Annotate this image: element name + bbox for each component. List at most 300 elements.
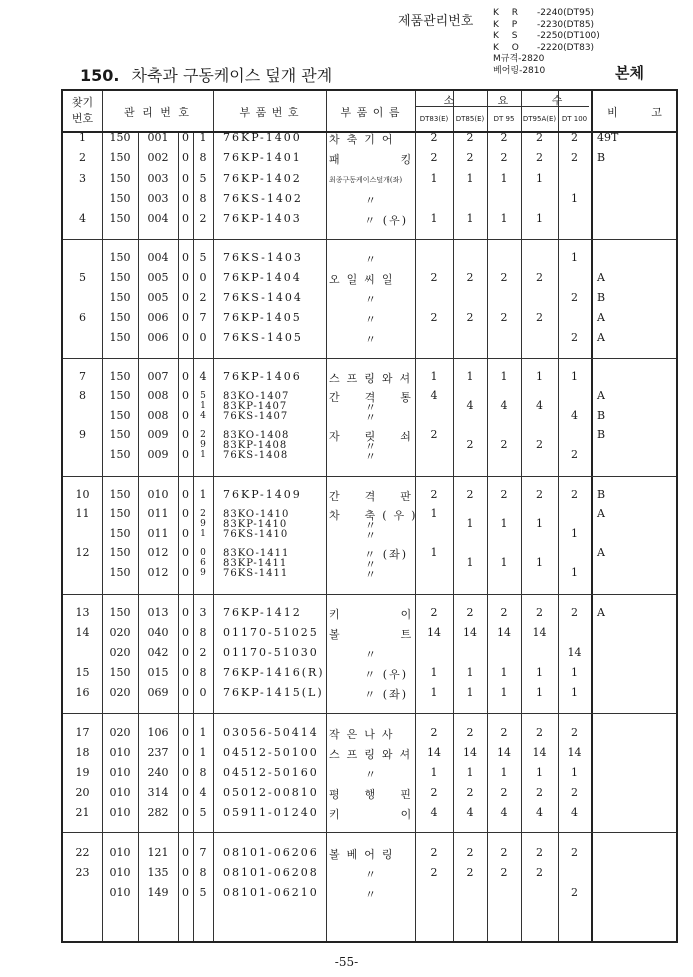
table-cell-part: 76KP-1402 bbox=[223, 172, 302, 185]
table-cell-find: 10 bbox=[75, 488, 90, 501]
table-cell-find: 4 bbox=[79, 212, 86, 225]
table-cell-q3: 1 bbox=[536, 556, 543, 569]
table-cell-m1: 150 bbox=[109, 212, 131, 225]
table-cell-m4: 5 bbox=[199, 886, 207, 899]
table-cell-part: 76KP-1404 bbox=[223, 271, 302, 284]
table-cell-m4: 0 bbox=[199, 331, 207, 344]
table-cell-m2: 004 bbox=[147, 251, 169, 264]
table-cell-q0: 1 bbox=[430, 686, 438, 699]
product-code-value: -2220(DT83) bbox=[537, 42, 595, 53]
table-cell-q3: 2 bbox=[536, 606, 543, 619]
table-cell-q2: 2 bbox=[500, 131, 508, 144]
product-code-row bbox=[493, 43, 600, 55]
table-cell-q1: 1 bbox=[466, 666, 474, 679]
table-cell-name: 〃 (우) bbox=[364, 668, 408, 681]
table-cell-q3: 1 bbox=[536, 686, 543, 699]
table-cell-q2: 2 bbox=[500, 311, 508, 324]
table-cell-m4: 5 bbox=[200, 391, 206, 401]
table-cell-q3: 1 bbox=[536, 766, 543, 779]
table-cell-m3: 0 bbox=[182, 251, 189, 264]
table-cell-m3: 0 bbox=[182, 566, 189, 579]
table-cell-q2: 1 bbox=[500, 212, 508, 225]
table-cell-part: 01170-51025 bbox=[223, 626, 319, 639]
group-divider bbox=[63, 239, 676, 240]
table-cell-q2: 1 bbox=[500, 766, 508, 779]
table-cell-m2: 011 bbox=[147, 527, 169, 540]
table-cell-m2: 237 bbox=[147, 746, 169, 759]
table-cell-m1: 010 bbox=[109, 746, 131, 759]
table-cell-q3: 2 bbox=[536, 726, 543, 739]
table-cell-m3: 0 bbox=[182, 428, 189, 441]
product-code-value: M규격-2820 bbox=[493, 54, 545, 64]
table-cell-q3: 1 bbox=[536, 370, 543, 383]
header-part-no: 부 품 번 호 bbox=[239, 106, 300, 119]
product-code-value: -2240(DT95) bbox=[537, 8, 595, 18]
column-divider bbox=[213, 91, 214, 941]
table-cell-q3: 1 bbox=[536, 172, 543, 185]
table-cell-q4: 4 bbox=[571, 409, 578, 422]
table-cell-m1: 020 bbox=[109, 646, 131, 659]
table-cell-q1: 1 bbox=[466, 556, 474, 569]
header-find-no: 찾기 번호 bbox=[71, 96, 94, 125]
table-cell-q0: 4 bbox=[430, 806, 438, 819]
table-cell-name: 평 행 핀 bbox=[329, 788, 418, 801]
table-cell-q2: 2 bbox=[500, 438, 508, 451]
table-cell-q0: 1 bbox=[430, 172, 438, 185]
table-cell-q3: 1 bbox=[536, 666, 543, 679]
table-cell-m2: 069 bbox=[147, 686, 169, 699]
table-cell-q1: 2 bbox=[466, 438, 474, 451]
table-cell-q0: 1 bbox=[430, 766, 438, 779]
table-cell-m4: 2 bbox=[200, 430, 206, 440]
table-cell-q1: 4 bbox=[466, 806, 474, 819]
table-cell-q1: 2 bbox=[466, 786, 474, 799]
table-cell-part: 76KP-1412 bbox=[223, 606, 302, 619]
table-cell-part: 76KS-1411 bbox=[223, 568, 289, 579]
table-cell-name: 〃 bbox=[365, 519, 376, 532]
table-cell-name: 〃 (우) bbox=[364, 214, 408, 227]
table-cell-m1: 150 bbox=[109, 172, 131, 185]
table-cell-m4: 3 bbox=[199, 606, 207, 619]
product-code-row bbox=[493, 31, 600, 43]
table-cell-q0: 2 bbox=[430, 726, 438, 739]
table-cell-m1: 150 bbox=[109, 251, 131, 264]
table-cell-m1: 010 bbox=[109, 886, 131, 899]
table-cell-q3: 2 bbox=[536, 488, 543, 501]
table-cell-m4: 2 bbox=[199, 291, 207, 304]
table-cell-q1: 2 bbox=[466, 151, 474, 164]
table-cell-m3: 0 bbox=[182, 527, 189, 540]
table-cell-find: 21 bbox=[75, 806, 90, 819]
table-cell-q4: 1 bbox=[571, 666, 578, 679]
table-cell-part: 08101-06208 bbox=[223, 866, 319, 879]
table-cell-m4: 5 bbox=[199, 251, 207, 264]
section-number: 150. bbox=[80, 66, 120, 85]
table-cell-q0: 2 bbox=[430, 151, 438, 164]
table-cell-q4: 2 bbox=[571, 291, 578, 304]
table-cell-m2: 012 bbox=[147, 546, 169, 559]
table-cell-m3: 0 bbox=[182, 626, 189, 639]
table-cell-m1: 150 bbox=[109, 331, 131, 344]
table-cell-q4: 14 bbox=[567, 646, 582, 659]
table-cell-m4: 5 bbox=[199, 806, 207, 819]
table-cell-remark: B bbox=[597, 428, 606, 441]
header-qty-model: DT85(E) bbox=[455, 115, 485, 123]
table-cell-name: 〃 bbox=[365, 450, 376, 463]
table-cell-q1: 1 bbox=[466, 212, 474, 225]
table-cell-m2: 007 bbox=[147, 370, 169, 383]
table-cell-find: 15 bbox=[75, 666, 90, 679]
product-code-row bbox=[493, 8, 600, 20]
table-cell-q4: 2 bbox=[571, 886, 578, 899]
table-cell-m4: 4 bbox=[200, 411, 206, 421]
table-cell-m4: 8 bbox=[199, 766, 207, 779]
product-code-row bbox=[493, 66, 600, 78]
table-cell-find: 12 bbox=[75, 546, 90, 559]
table-cell-q2: 1 bbox=[500, 370, 508, 383]
table-cell-part: 83KO-1407 bbox=[223, 391, 290, 402]
table-cell-m1: 150 bbox=[109, 527, 131, 540]
table-cell-q3: 2 bbox=[536, 311, 543, 324]
table-cell-m1: 150 bbox=[109, 311, 131, 324]
table-cell-m4: 8 bbox=[199, 626, 207, 639]
table-cell-find: 13 bbox=[75, 606, 90, 619]
table-cell-m1: 150 bbox=[109, 606, 131, 619]
table-cell-part: 76KP-1403 bbox=[223, 212, 302, 225]
table-cell-m2: 003 bbox=[147, 192, 169, 205]
table-cell-find: 9 bbox=[79, 428, 86, 441]
table-cell-q2: 1 bbox=[500, 556, 508, 569]
table-cell-find: 5 bbox=[79, 271, 86, 284]
header-mgmt-no: 관 리 번 호 bbox=[124, 106, 191, 119]
table-cell-name: 〃 bbox=[365, 868, 376, 881]
table-cell-q2: 1 bbox=[500, 517, 508, 530]
table-cell-q4: 2 bbox=[571, 726, 578, 739]
table-cell-m3: 0 bbox=[182, 546, 189, 559]
table-cell-m4: 2 bbox=[199, 212, 207, 225]
product-code-row bbox=[493, 54, 600, 66]
table-cell-q4: 2 bbox=[571, 606, 578, 619]
table-cell-m3: 0 bbox=[182, 806, 189, 819]
table-cell-name: 〃 (좌) bbox=[364, 548, 408, 561]
table-cell-m2: 015 bbox=[147, 666, 169, 679]
table-cell-m2: 010 bbox=[147, 488, 169, 501]
table-cell-m3: 0 bbox=[182, 786, 189, 799]
table-cell-q3: 1 bbox=[536, 517, 543, 530]
table-cell-q1: 2 bbox=[466, 488, 474, 501]
table-cell-remark: A bbox=[597, 389, 605, 402]
table-cell-m1: 150 bbox=[109, 546, 131, 559]
table-cell-m3: 0 bbox=[182, 192, 189, 205]
table-cell-q2: 4 bbox=[500, 399, 508, 412]
table-cell-m3: 0 bbox=[182, 331, 189, 344]
table-cell-q1: 14 bbox=[463, 626, 477, 639]
column-divider bbox=[326, 91, 327, 941]
table-cell-q4: 1 bbox=[571, 251, 578, 264]
table-cell-q1: 2 bbox=[466, 846, 474, 859]
table-cell-q1: 1 bbox=[466, 172, 474, 185]
table-cell-m2: 121 bbox=[147, 846, 169, 859]
table-cell-q3: 1 bbox=[536, 212, 543, 225]
table-cell-q0: 2 bbox=[430, 271, 438, 284]
table-cell-m2: 314 bbox=[147, 786, 169, 799]
table-cell-name: 스프링와셔 bbox=[329, 372, 418, 385]
table-cell-q0: 14 bbox=[427, 626, 441, 639]
table-cell-m3: 0 bbox=[182, 666, 189, 679]
table-cell-find: 6 bbox=[79, 311, 86, 324]
table-cell-m2: 149 bbox=[147, 886, 169, 899]
table-cell-m1: 010 bbox=[109, 766, 131, 779]
table-cell-q3: 2 bbox=[536, 866, 543, 879]
table-cell-part: 76KS-1410 bbox=[223, 529, 289, 540]
table-cell-remark: B bbox=[597, 151, 606, 164]
table-cell-q4: 2 bbox=[571, 488, 578, 501]
table-cell-m4: 2 bbox=[200, 509, 206, 519]
table-cell-m2: 005 bbox=[147, 271, 169, 284]
table-cell-name: 〃 bbox=[365, 768, 376, 781]
table-cell-q3: 14 bbox=[532, 746, 547, 759]
table-cell-remark: A bbox=[597, 546, 605, 559]
table-cell-part: 83KP-1411 bbox=[223, 558, 288, 569]
table-cell-part: 05012-00810 bbox=[223, 786, 319, 799]
table-cell-q2: 1 bbox=[500, 666, 508, 679]
table-cell-part: 83KP-1407 bbox=[223, 401, 288, 412]
table-cell-part: 08101-06210 bbox=[223, 886, 319, 899]
table-cell-part: 04512-50100 bbox=[223, 746, 319, 759]
table-cell-m4: 1 bbox=[199, 726, 207, 739]
table-cell-m4: 9 bbox=[200, 440, 206, 450]
section-title: 차축과 구동케이스 덮개 관계 bbox=[131, 66, 333, 85]
table-cell-m2: 006 bbox=[147, 311, 169, 324]
table-cell-m3: 0 bbox=[182, 507, 189, 520]
table-cell-m4: 4 bbox=[199, 786, 207, 799]
table-cell-q2: 2 bbox=[500, 786, 508, 799]
table-cell-part: 05911-01240 bbox=[223, 806, 319, 819]
table-cell-m4: 1 bbox=[200, 401, 206, 411]
table-cell-m3: 0 bbox=[182, 172, 189, 185]
table-cell-name: 키 이 bbox=[329, 808, 419, 821]
product-codes bbox=[493, 8, 600, 77]
table-cell-q3: 2 bbox=[536, 786, 543, 799]
table-cell-q3: 2 bbox=[536, 151, 543, 164]
table-cell-name: 〃 bbox=[365, 313, 376, 326]
header-qty: 소 요 수 bbox=[443, 94, 563, 107]
table-cell-q3: 2 bbox=[536, 131, 543, 144]
table-cell-m1: 150 bbox=[109, 291, 131, 304]
table-cell-m3: 0 bbox=[182, 311, 189, 324]
table-cell-m1: 010 bbox=[109, 846, 131, 859]
table-cell-q1: 1 bbox=[466, 517, 474, 530]
table-cell-m2: 008 bbox=[147, 389, 169, 402]
table-cell-find: 7 bbox=[79, 370, 86, 383]
table-cell-m1: 010 bbox=[109, 786, 131, 799]
table-cell-find: 19 bbox=[75, 766, 90, 779]
product-code-key: K S bbox=[493, 31, 523, 41]
table-cell-name: 〃 (좌) bbox=[364, 688, 408, 701]
table-cell-q4: 2 bbox=[571, 131, 578, 144]
group-divider bbox=[63, 832, 676, 833]
table-cell-name: 〃 bbox=[365, 529, 376, 542]
product-code-key: K R bbox=[493, 8, 524, 18]
product-code-value: -2250(DT100) bbox=[537, 31, 600, 41]
header-qty-model: DT83(E) bbox=[419, 115, 449, 123]
table-cell-q2: 2 bbox=[500, 488, 508, 501]
table-cell-m2: 282 bbox=[147, 806, 169, 819]
table-cell-q1: 2 bbox=[466, 866, 474, 879]
table-cell-q1: 2 bbox=[466, 311, 474, 324]
table-cell-q4: 2 bbox=[571, 846, 578, 859]
table-cell-q0: 1 bbox=[430, 666, 438, 679]
parts-table bbox=[61, 89, 678, 943]
table-cell-name: 〃 bbox=[365, 648, 376, 661]
table-cell-part: 76KS-1405 bbox=[223, 331, 303, 344]
table-cell-find: 2 bbox=[79, 151, 86, 164]
table-cell-m1: 150 bbox=[109, 389, 131, 402]
table-cell-m4: 1 bbox=[200, 450, 206, 460]
table-cell-q3: 14 bbox=[532, 626, 547, 639]
product-code-row bbox=[493, 20, 600, 32]
table-cell-name: 〃 bbox=[365, 558, 376, 571]
table-cell-q1: 1 bbox=[466, 766, 474, 779]
table-cell-q3: 2 bbox=[536, 846, 543, 859]
table-cell-m1: 150 bbox=[109, 488, 131, 501]
table-cell-part: 01170-51030 bbox=[223, 646, 319, 659]
table-cell-m2: 001 bbox=[147, 131, 169, 144]
table-cell-q4: 2 bbox=[571, 151, 578, 164]
product-code-key: K P bbox=[493, 19, 523, 30]
table-cell-m4: 1 bbox=[199, 746, 207, 759]
table-cell-q4: 1 bbox=[571, 566, 578, 579]
table-cell-find: 22 bbox=[75, 846, 90, 859]
table-cell-name: 패 킹 bbox=[329, 153, 419, 166]
table-cell-m1: 150 bbox=[109, 566, 131, 579]
table-cell-m3: 0 bbox=[182, 131, 189, 144]
table-cell-q2: 14 bbox=[497, 746, 511, 759]
table-cell-m3: 0 bbox=[182, 686, 189, 699]
table-cell-find: 11 bbox=[75, 507, 90, 520]
table-cell-q0: 2 bbox=[430, 131, 438, 144]
table-cell-part: 76KS-1403 bbox=[223, 251, 303, 264]
table-cell-q2: 2 bbox=[500, 726, 508, 739]
table-cell-q0: 1 bbox=[430, 370, 438, 383]
table-cell-m3: 0 bbox=[182, 846, 189, 859]
table-cell-name: 볼 트 bbox=[329, 628, 419, 641]
table-cell-find: 23 bbox=[75, 866, 90, 879]
table-cell-m2: 005 bbox=[147, 291, 169, 304]
table-cell-m1: 150 bbox=[109, 151, 131, 164]
table-cell-m2: 135 bbox=[147, 866, 169, 879]
table-cell-m4: 0 bbox=[199, 686, 207, 699]
table-cell-m3: 0 bbox=[182, 151, 189, 164]
table-cell-part: 76KS-1404 bbox=[223, 291, 303, 304]
table-cell-q2: 4 bbox=[500, 806, 508, 819]
table-cell-part: 76KP-1416(R) bbox=[223, 666, 325, 679]
table-cell-name: 〃 bbox=[365, 568, 376, 581]
table-cell-name: 오일씨일 bbox=[329, 273, 400, 286]
table-cell-m3: 0 bbox=[182, 886, 189, 899]
table-cell-q2: 2 bbox=[500, 151, 508, 164]
table-cell-q1: 4 bbox=[466, 399, 474, 412]
table-cell-name: 간 격 판 bbox=[329, 490, 418, 503]
table-cell-q2: 2 bbox=[500, 271, 508, 284]
table-cell-m3: 0 bbox=[182, 370, 189, 383]
table-cell-q3: 2 bbox=[536, 271, 543, 284]
table-cell-m1: 150 bbox=[109, 666, 131, 679]
table-cell-q2: 1 bbox=[500, 172, 508, 185]
table-cell-remark: A bbox=[597, 606, 605, 619]
table-cell-name: 키 이 bbox=[329, 608, 419, 621]
table-cell-m4: 8 bbox=[199, 866, 207, 879]
table-cell-part: 83KO-1410 bbox=[223, 509, 290, 520]
table-cell-name: 최종구동케이스덮개(좌) bbox=[329, 176, 403, 184]
table-cell-q4: 1 bbox=[571, 686, 578, 699]
table-cell-name: 〃 bbox=[365, 194, 376, 207]
table-cell-part: 76KP-1400 bbox=[223, 131, 302, 144]
table-cell-q4: 1 bbox=[571, 766, 578, 779]
table-cell-m1: 150 bbox=[109, 507, 131, 520]
table-cell-name: 〃 bbox=[365, 401, 376, 414]
table-cell-q2: 2 bbox=[500, 846, 508, 859]
table-cell-q1: 2 bbox=[466, 271, 474, 284]
table-cell-q2: 2 bbox=[500, 866, 508, 879]
table-cell-q4: 1 bbox=[571, 192, 578, 205]
table-cell-m4: 9 bbox=[200, 568, 206, 578]
table-cell-m4: 1 bbox=[199, 488, 207, 501]
table-cell-q0: 2 bbox=[430, 866, 438, 879]
table-cell-name: 〃 bbox=[365, 411, 376, 424]
table-cell-m4: 5 bbox=[199, 172, 207, 185]
table-cell-m3: 0 bbox=[182, 746, 189, 759]
table-cell-m4: 7 bbox=[199, 846, 207, 859]
group-divider bbox=[63, 713, 676, 714]
table-cell-remark: 49T bbox=[597, 131, 619, 144]
table-cell-m2: 012 bbox=[147, 566, 169, 579]
table-cell-m3: 0 bbox=[182, 646, 189, 659]
table-cell-m4: 4 bbox=[199, 370, 207, 383]
table-cell-m1: 020 bbox=[109, 726, 131, 739]
table-cell-find: 3 bbox=[79, 172, 86, 185]
table-cell-m3: 0 bbox=[182, 291, 189, 304]
group-divider bbox=[63, 358, 676, 359]
table-cell-m4: 1 bbox=[200, 529, 206, 539]
table-cell-m2: 004 bbox=[147, 212, 169, 225]
table-cell-m4: 8 bbox=[199, 666, 207, 679]
table-cell-name: 스프링와셔 bbox=[329, 748, 418, 761]
table-cell-m1: 020 bbox=[109, 686, 131, 699]
table-cell-q2: 1 bbox=[500, 686, 508, 699]
table-cell-m1: 150 bbox=[109, 192, 131, 205]
table-cell-q4: 4 bbox=[571, 806, 578, 819]
column-divider bbox=[591, 91, 593, 941]
table-cell-part: 83KP-1410 bbox=[223, 519, 288, 530]
table-cell-remark: B bbox=[597, 409, 606, 422]
header-remarks: 비 고 bbox=[607, 106, 662, 119]
table-cell-find: 16 bbox=[75, 686, 90, 699]
table-cell-name: 작은나사 bbox=[329, 728, 400, 741]
table-cell-q0: 14 bbox=[427, 746, 441, 759]
table-cell-q0: 2 bbox=[430, 786, 438, 799]
table-cell-m1: 010 bbox=[109, 866, 131, 879]
table-cell-m3: 0 bbox=[182, 212, 189, 225]
table-cell-m2: 009 bbox=[147, 428, 169, 441]
table-cell-remark: B bbox=[597, 488, 606, 501]
table-cell-m2: 009 bbox=[147, 448, 169, 461]
table-cell-find: 20 bbox=[75, 786, 90, 799]
table-cell-q3: 2 bbox=[536, 438, 543, 451]
table-cell-q0: 1 bbox=[430, 507, 438, 520]
table-cell-m1: 150 bbox=[109, 448, 131, 461]
table-cell-m1: 150 bbox=[109, 409, 131, 422]
